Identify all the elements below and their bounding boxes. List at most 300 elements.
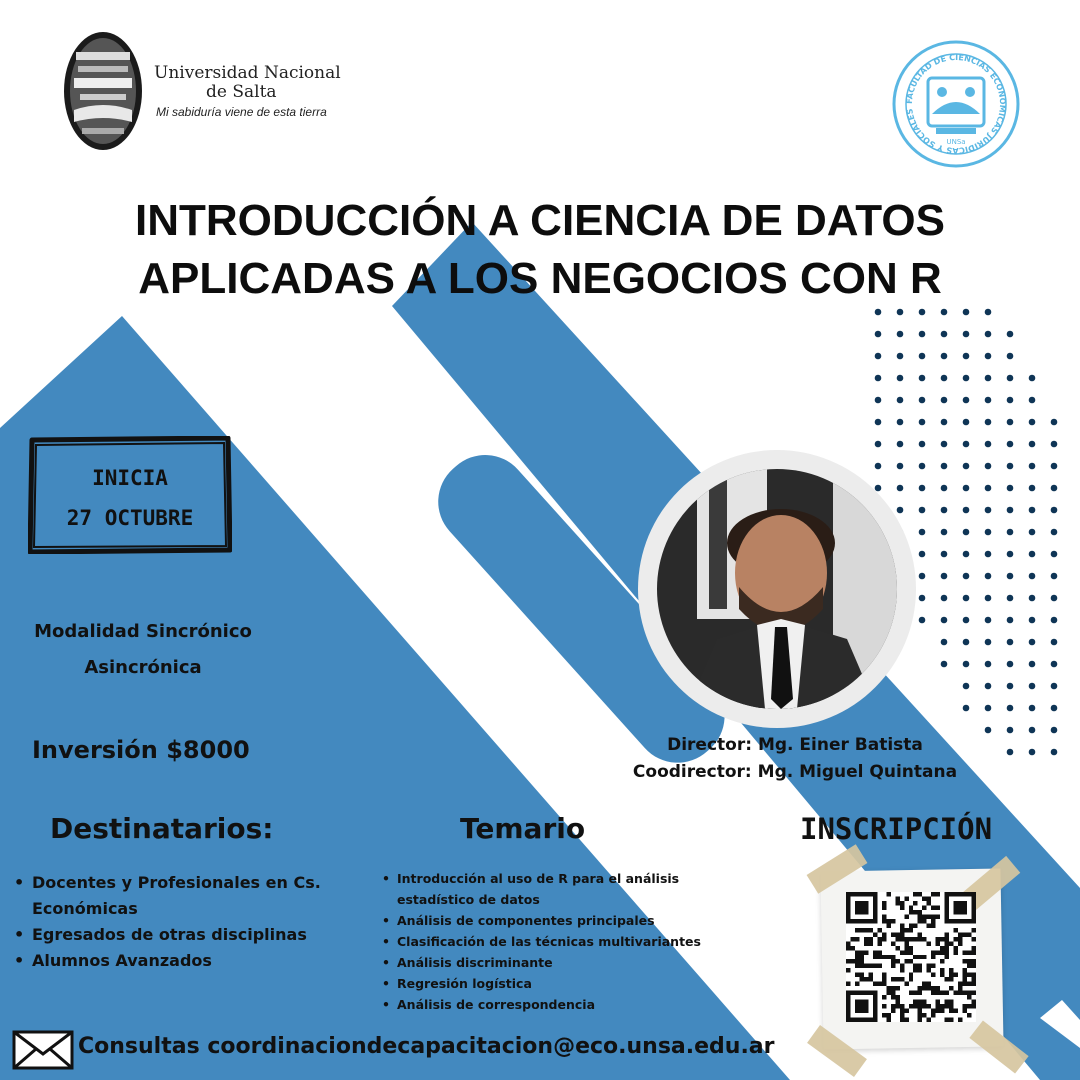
qr-module: [846, 946, 850, 950]
qr-module: [958, 986, 962, 990]
pattern-dot: [941, 463, 948, 470]
qr-module: [958, 905, 962, 909]
qr-module: [936, 941, 940, 945]
pattern-dot: [941, 529, 948, 536]
pattern-dot: [985, 683, 992, 690]
start-date-value: 27 OCTUBRE: [66, 506, 194, 530]
pattern-dot: [985, 353, 992, 360]
qr-module: [954, 1009, 958, 1013]
qr-module: [886, 1013, 890, 1017]
qr-module: [913, 968, 917, 972]
pattern-dot: [1029, 683, 1036, 690]
qr-module: [868, 1018, 872, 1022]
qr-module: [868, 973, 872, 977]
qr-module: [882, 995, 886, 999]
qr-module: [940, 937, 944, 941]
qr-module: [882, 1013, 886, 1017]
qr-module: [859, 1004, 863, 1008]
pattern-dot: [1029, 485, 1036, 492]
qr-module: [972, 977, 976, 981]
qr-module: [963, 892, 967, 896]
qr-module: [873, 991, 877, 995]
qr-module: [922, 986, 926, 990]
pattern-dot: [963, 331, 970, 338]
qr-module: [931, 1009, 935, 1013]
qr-module: [967, 995, 971, 999]
pattern-dot: [1029, 419, 1036, 426]
pattern-dot: [1051, 749, 1058, 756]
qr-module: [882, 901, 886, 905]
audience-heading: Destinatarios:: [50, 812, 274, 845]
start-label: INICIA: [92, 466, 168, 490]
qr-module: [904, 1009, 908, 1013]
pattern-dot: [963, 375, 970, 382]
qr-module: [967, 982, 971, 986]
pattern-dot: [963, 683, 970, 690]
pattern-dot: [1007, 551, 1014, 558]
qr-module: [945, 1018, 949, 1022]
pattern-dot: [1007, 573, 1014, 580]
qr-module: [945, 901, 949, 905]
qr-module: [931, 892, 935, 896]
pattern-dot: [985, 309, 992, 316]
pattern-dot: [897, 375, 904, 382]
qr-module: [972, 959, 976, 963]
qr-module: [864, 892, 868, 896]
audience-list: [14, 870, 364, 974]
pattern-dot: [985, 617, 992, 624]
pattern-dot: [963, 441, 970, 448]
qr-module: [877, 937, 881, 941]
pattern-dot: [1029, 441, 1036, 448]
qr-module: [963, 1009, 967, 1013]
qr-module: [900, 923, 904, 927]
pattern-dot: [875, 441, 882, 448]
pattern-dot: [985, 507, 992, 514]
qr-module: [954, 919, 958, 923]
qr-module: [864, 928, 868, 932]
qr-module: [940, 991, 944, 995]
qr-module: [859, 1018, 863, 1022]
qr-module: [877, 955, 881, 959]
qr-module: [873, 910, 877, 914]
qr-module: [927, 1018, 931, 1022]
qr-module: [895, 977, 899, 981]
qr-module: [954, 991, 958, 995]
pattern-dot: [1007, 485, 1014, 492]
pattern-dot: [1007, 683, 1014, 690]
qr-module: [846, 914, 850, 918]
qr-module: [891, 959, 895, 963]
qr-module: [922, 1013, 926, 1017]
qr-module: [972, 928, 976, 932]
qr-module: [864, 901, 868, 905]
qr-module: [954, 937, 958, 941]
qr-module: [904, 928, 908, 932]
pattern-dot: [1007, 639, 1014, 646]
qr-module: [877, 982, 881, 986]
university-name-line2: de Salta: [206, 82, 277, 102]
qr-module: [891, 977, 895, 981]
qr-module: [850, 946, 854, 950]
qr-module: [972, 919, 976, 923]
university-seal-logo: [62, 30, 144, 152]
qr-module: [895, 995, 899, 999]
qr-module: [954, 905, 958, 909]
pattern-dot: [941, 551, 948, 558]
qr-module: [945, 946, 949, 950]
qr-module: [846, 892, 850, 896]
qr-module: [972, 964, 976, 968]
qr-module: [958, 982, 962, 986]
qr-module: [855, 928, 859, 932]
pattern-dot: [1051, 639, 1058, 646]
qr-module: [918, 1018, 922, 1022]
pattern-dot: [963, 705, 970, 712]
qr-module: [922, 919, 926, 923]
qr-module: [940, 968, 944, 972]
pattern-dot: [897, 463, 904, 470]
qr-module: [949, 968, 953, 972]
start-date: [30, 458, 230, 538]
qr-module: [846, 1018, 850, 1022]
qr-module: [958, 937, 962, 941]
qr-module: [864, 964, 868, 968]
qr-module: [940, 959, 944, 963]
pattern-dot: [1051, 529, 1058, 536]
qr-module: [945, 991, 949, 995]
qr-module: [945, 1004, 949, 1008]
pattern-dot: [1029, 705, 1036, 712]
qr-module: [873, 1018, 877, 1022]
qr-module: [967, 964, 971, 968]
pattern-dot: [1051, 485, 1058, 492]
qr-module: [940, 946, 944, 950]
qr-module: [927, 923, 931, 927]
pattern-dot: [941, 397, 948, 404]
qr-module: [918, 1004, 922, 1008]
qr-module: [963, 905, 967, 909]
pattern-dot: [1029, 551, 1036, 558]
qr-module: [891, 955, 895, 959]
pattern-dot: [985, 397, 992, 404]
qr-module: [913, 1004, 917, 1008]
qr-module: [855, 964, 859, 968]
pattern-dot: [919, 441, 926, 448]
qr-module: [927, 986, 931, 990]
qr-module: [855, 892, 859, 896]
codirector-name: Coodirector: Mg. Miguel Quintana: [632, 762, 958, 782]
qr-module: [918, 991, 922, 995]
qr-module: [895, 1000, 899, 1004]
qr-module: [931, 964, 935, 968]
qr-module: [873, 892, 877, 896]
pattern-dot: [941, 441, 948, 448]
qr-module: [949, 986, 953, 990]
pattern-dot: [1051, 595, 1058, 602]
syllabus-item: • Regresión logística: [380, 973, 740, 994]
qr-module: [936, 991, 940, 995]
qr-module: [958, 932, 962, 936]
qr-module: [859, 959, 863, 963]
pattern-dot: [941, 617, 948, 624]
qr-module: [891, 1009, 895, 1013]
qr-module: [972, 982, 976, 986]
pattern-dot: [1007, 441, 1014, 448]
qr-module: [940, 1004, 944, 1008]
pattern-dot: [1029, 639, 1036, 646]
pattern-dot: [1029, 595, 1036, 602]
qr-module: [918, 910, 922, 914]
course-title: [0, 192, 1080, 308]
qr-module: [967, 959, 971, 963]
qr-module: [949, 892, 953, 896]
qr-module: [918, 914, 922, 918]
qr-module: [909, 991, 913, 995]
qr-module: [859, 910, 863, 914]
qr-module: [900, 1018, 904, 1022]
pattern-dot: [1007, 463, 1014, 470]
qr-module: [913, 991, 917, 995]
qr-module: [855, 950, 859, 954]
pattern-dot: [941, 375, 948, 382]
qr-module: [846, 995, 850, 999]
pattern-dot: [1051, 683, 1058, 690]
pattern-dot: [985, 639, 992, 646]
qr-module: [936, 937, 940, 941]
qr-module: [891, 995, 895, 999]
pattern-dot: [1029, 397, 1036, 404]
qr-module: [873, 964, 877, 968]
pattern-dot: [985, 529, 992, 536]
qr-module: [922, 896, 926, 900]
qr-module: [958, 941, 962, 945]
qr-module: [936, 950, 940, 954]
qr-module: [864, 1018, 868, 1022]
pattern-dot: [919, 529, 926, 536]
qr-module: [855, 991, 859, 995]
qr-module: [859, 919, 863, 923]
qr-module: [859, 901, 863, 905]
pattern-dot: [919, 375, 926, 382]
qr-module: [895, 946, 899, 950]
qr-module: [972, 973, 976, 977]
pattern-dot: [1051, 705, 1058, 712]
qr-module: [927, 968, 931, 972]
pattern-dot: [875, 375, 882, 382]
qr-module: [877, 950, 881, 954]
qr-module: [922, 914, 926, 918]
qr-module: [864, 905, 868, 909]
qr-module: [913, 1000, 917, 1004]
qr-module: [855, 955, 859, 959]
qr-module: [900, 937, 904, 941]
qr-module: [963, 910, 967, 914]
qr-module: [972, 910, 976, 914]
qr-module: [855, 982, 859, 986]
pattern-dot: [985, 463, 992, 470]
qr-module: [855, 1000, 859, 1004]
pattern-dot: [941, 639, 948, 646]
pattern-dot: [941, 309, 948, 316]
pattern-dot: [1029, 617, 1036, 624]
pattern-dot: [1029, 749, 1036, 756]
qr-module: [855, 973, 859, 977]
qr-module: [895, 932, 899, 936]
qr-module: [972, 901, 976, 905]
qr-module: [882, 932, 886, 936]
qr-module: [918, 1000, 922, 1004]
qr-module: [855, 937, 859, 941]
qr-module: [909, 959, 913, 963]
qr-module: [850, 1018, 854, 1022]
qr-module: [963, 959, 967, 963]
pattern-dot: [919, 463, 926, 470]
qr-module: [864, 1004, 868, 1008]
qr-module: [859, 964, 863, 968]
pattern-dot: [897, 353, 904, 360]
qr-module: [909, 946, 913, 950]
pattern-dot: [1007, 353, 1014, 360]
qr-module: [963, 991, 967, 995]
qr-module: [859, 973, 863, 977]
pattern-dot: [985, 441, 992, 448]
qr-module: [949, 1018, 953, 1022]
qr-module: [918, 919, 922, 923]
qr-module: [864, 910, 868, 914]
qr-module: [864, 1000, 868, 1004]
qr-module: [846, 1004, 850, 1008]
pattern-dot: [897, 331, 904, 338]
qr-module: [967, 892, 971, 896]
pattern-dot: [919, 595, 926, 602]
qr-module: [918, 932, 922, 936]
qr-module: [945, 937, 949, 941]
qr-module: [931, 914, 935, 918]
qr-module: [958, 1018, 962, 1022]
qr-module: [895, 896, 899, 900]
pattern-dot: [941, 419, 948, 426]
contact-email[interactable]: Consultas coordinaciondecapacitacion@eco.unsa.edu.ar: [78, 1034, 775, 1059]
pattern-dot: [1029, 529, 1036, 536]
director-name: Director: Mg. Einer Batista: [667, 735, 923, 755]
qr-module: [900, 1013, 904, 1017]
pattern-dot: [1007, 397, 1014, 404]
pattern-dot: [963, 309, 970, 316]
qr-module: [963, 977, 967, 981]
audience-item: • Docentes y Profesionales en Cs. Económicas: [14, 870, 364, 922]
qr-module: [936, 1000, 940, 1004]
qr-module: [927, 901, 931, 905]
qr-module: [940, 1009, 944, 1013]
qr-module: [855, 959, 859, 963]
qr-module: [850, 919, 854, 923]
qr-module: [963, 901, 967, 905]
qr-module: [963, 950, 967, 954]
qr-module: [927, 1004, 931, 1008]
pattern-dot: [1007, 331, 1014, 338]
qr-module: [967, 950, 971, 954]
qr-module: [882, 914, 886, 918]
qr-module: [846, 991, 850, 995]
pattern-dot: [963, 551, 970, 558]
qr-module: [846, 1009, 850, 1013]
pattern-dot: [1051, 463, 1058, 470]
qr-module: [949, 1009, 953, 1013]
qr-module: [958, 919, 962, 923]
qr-module: [909, 928, 913, 932]
pattern-dot: [897, 507, 904, 514]
qr-module: [859, 928, 863, 932]
qr-module: [958, 892, 962, 896]
qr-module: [931, 1013, 935, 1017]
qr-module: [963, 932, 967, 936]
qr-module: [904, 896, 908, 900]
envelope-icon: [12, 1030, 74, 1070]
pattern-dot: [1051, 419, 1058, 426]
university-name-line1: Universidad Nacional: [154, 63, 341, 83]
qr-module: [972, 892, 976, 896]
university-motto: Mi sabiduría viene de esta tierra: [156, 105, 327, 119]
qr-module: [891, 941, 895, 945]
qr-module: [886, 955, 890, 959]
qr-module: [900, 928, 904, 932]
qr-module: [846, 968, 850, 972]
qr-module: [909, 905, 913, 909]
qr-module: [850, 991, 854, 995]
qr-module: [864, 991, 868, 995]
qr-module: [945, 919, 949, 923]
pattern-dot: [1007, 749, 1014, 756]
qr-module: [900, 905, 904, 909]
qr-module: [909, 1004, 913, 1008]
pattern-dot: [963, 463, 970, 470]
qr-module: [868, 977, 872, 981]
qr-module: [873, 905, 877, 909]
qr-module: [859, 991, 863, 995]
qr-module: [936, 1009, 940, 1013]
pattern-dot: [1007, 375, 1014, 382]
qr-module: [940, 973, 944, 977]
qr-module: [882, 955, 886, 959]
qr-module: [945, 1000, 949, 1004]
qr-module: [936, 905, 940, 909]
qr-module: [868, 964, 872, 968]
qr-module: [864, 919, 868, 923]
qr-module: [945, 896, 949, 900]
qr-module: [927, 941, 931, 945]
course-title-line2: APLICADAS A LOS NEGOCIOS CON R: [138, 254, 942, 303]
pattern-dot: [919, 353, 926, 360]
qr-module: [850, 937, 854, 941]
qr-module: [891, 964, 895, 968]
pattern-dot: [985, 595, 992, 602]
qr-module: [963, 1004, 967, 1008]
qr-module: [936, 1004, 940, 1008]
qr-code-icon[interactable]: [846, 892, 976, 1022]
qr-module: [850, 892, 854, 896]
pattern-dot: [985, 419, 992, 426]
qr-module: [873, 1004, 877, 1008]
qr-module: [873, 1013, 877, 1017]
pattern-dot: [1007, 595, 1014, 602]
syllabus-list: [380, 868, 740, 1015]
qr-module: [877, 964, 881, 968]
qr-module: [891, 932, 895, 936]
qr-module: [922, 955, 926, 959]
qr-module: [909, 923, 913, 927]
qr-module: [918, 892, 922, 896]
